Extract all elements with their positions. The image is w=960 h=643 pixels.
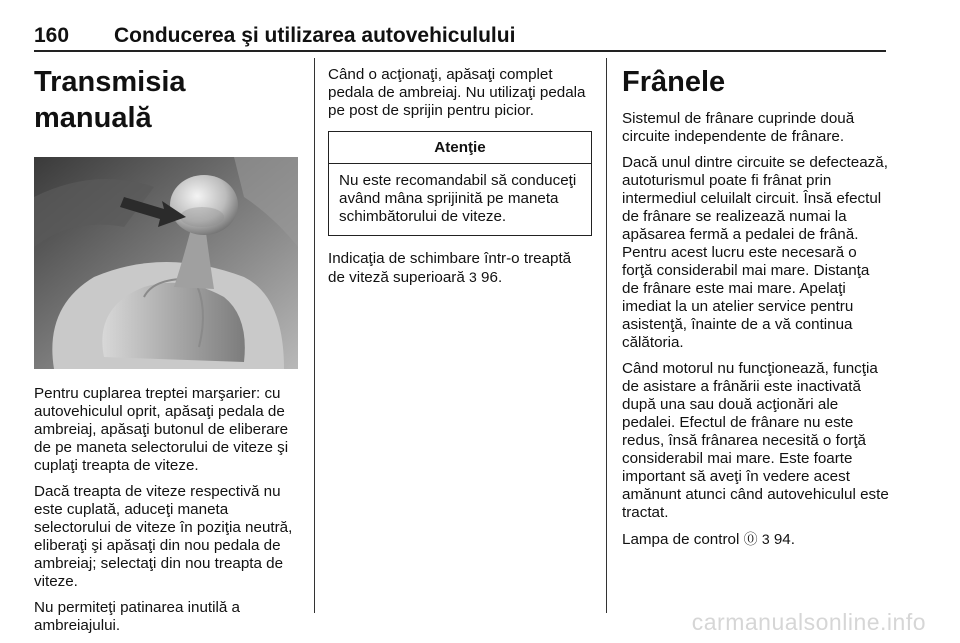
paragraph: Dacă unul dintre circuite se defectează, autoturismul poate fi frânat prin intermediul celuilalt circuit. Însă efectul de frânare se realizează numai la apăsarea fermă a pedalei de frână. Pentru acest lucru este necesară o forţă considerabil mai mare. Distanţa de frânare este mai mare. Apelaţi imediat la un atelier service pentru asistenţă, înainte de a vă continua călătoria. (622, 154, 888, 351)
control-lamp-text: Lampa de control (622, 531, 740, 548)
paragraph: Când o acţionaţi, apăsaţi complet pedala de ambreiaj. Nu utilizaţi pedala pe post de sprijin pentru picior. (328, 66, 586, 119)
paragraph (622, 530, 890, 549)
column-divider-right (606, 58, 607, 613)
warning-title: Atenţie (329, 132, 591, 164)
right-column (622, 58, 890, 557)
page-header (34, 24, 886, 50)
left-column (34, 58, 302, 643)
paragraph (328, 250, 592, 287)
shift-indicator-text: Indicaţia de schimbare într-o treaptă de viteză superioară (328, 250, 572, 286)
page-reference-icon: 3 (469, 269, 477, 285)
gear-shift-knob-icon (34, 157, 298, 369)
section-title-manual-transmission: Transmisia manuală (34, 66, 186, 134)
header-rule (34, 50, 886, 52)
paragraph: Pentru cuplarea treptei marşarier: cu autovehiculul oprit, apăsaţi pedala de ambreiaj, apăsaţi butonul de eliberare de pe maneta selectorului de viteze şi cuplaţi treapta de viteze. (34, 385, 289, 474)
column-divider-left (314, 58, 315, 613)
gear-shift-knob-illustration (34, 157, 298, 369)
page-number: 160 (34, 24, 70, 47)
paragraph: Dacă treapta de viteze respectivă nu este cuplată, aduceţi maneta selectorului de viteze în poziţia neutră, eliberaţi şi apăsaţi din nou pedala de ambreiaj; selectaţi din nou treapta de viteze. (34, 483, 293, 590)
middle-column (328, 66, 592, 295)
warning-body: Nu este recomandabil să conduceţi având mâna sprijinită pe maneta schimbătorului de viteze. (339, 172, 577, 225)
page-reference-link[interactable]: 96. (481, 269, 503, 286)
page-reference-icon: 3 (761, 531, 770, 547)
warning-box (328, 131, 592, 236)
watermark: carmanualsonline.info (691, 609, 926, 635)
brake-warning-lamp-icon: ⓪ (743, 531, 758, 547)
running-head: Conducerea şi utilizarea autovehiculului (114, 24, 516, 47)
paragraph: Sistemul de frânare cuprinde două circuite independente de frânare. (622, 110, 855, 145)
paragraph: Când motorul nu funcţionează, funcţia de asistare a frânării este inactivată după una sau două acţionări ale pedalei. Efectul de frânare nu este redus, însă frânarea necesită o forţă considerabil mai mare. Este foarte important să aveţi în vedere acest amănunt atunci când autovehiculul este tractat. (622, 360, 889, 521)
section-title-brakes: Frânele (622, 66, 726, 98)
paragraph: Nu permiteţi patinarea inutilă a ambreiajului. (34, 599, 240, 634)
page-reference-link[interactable]: 94. (773, 531, 795, 548)
